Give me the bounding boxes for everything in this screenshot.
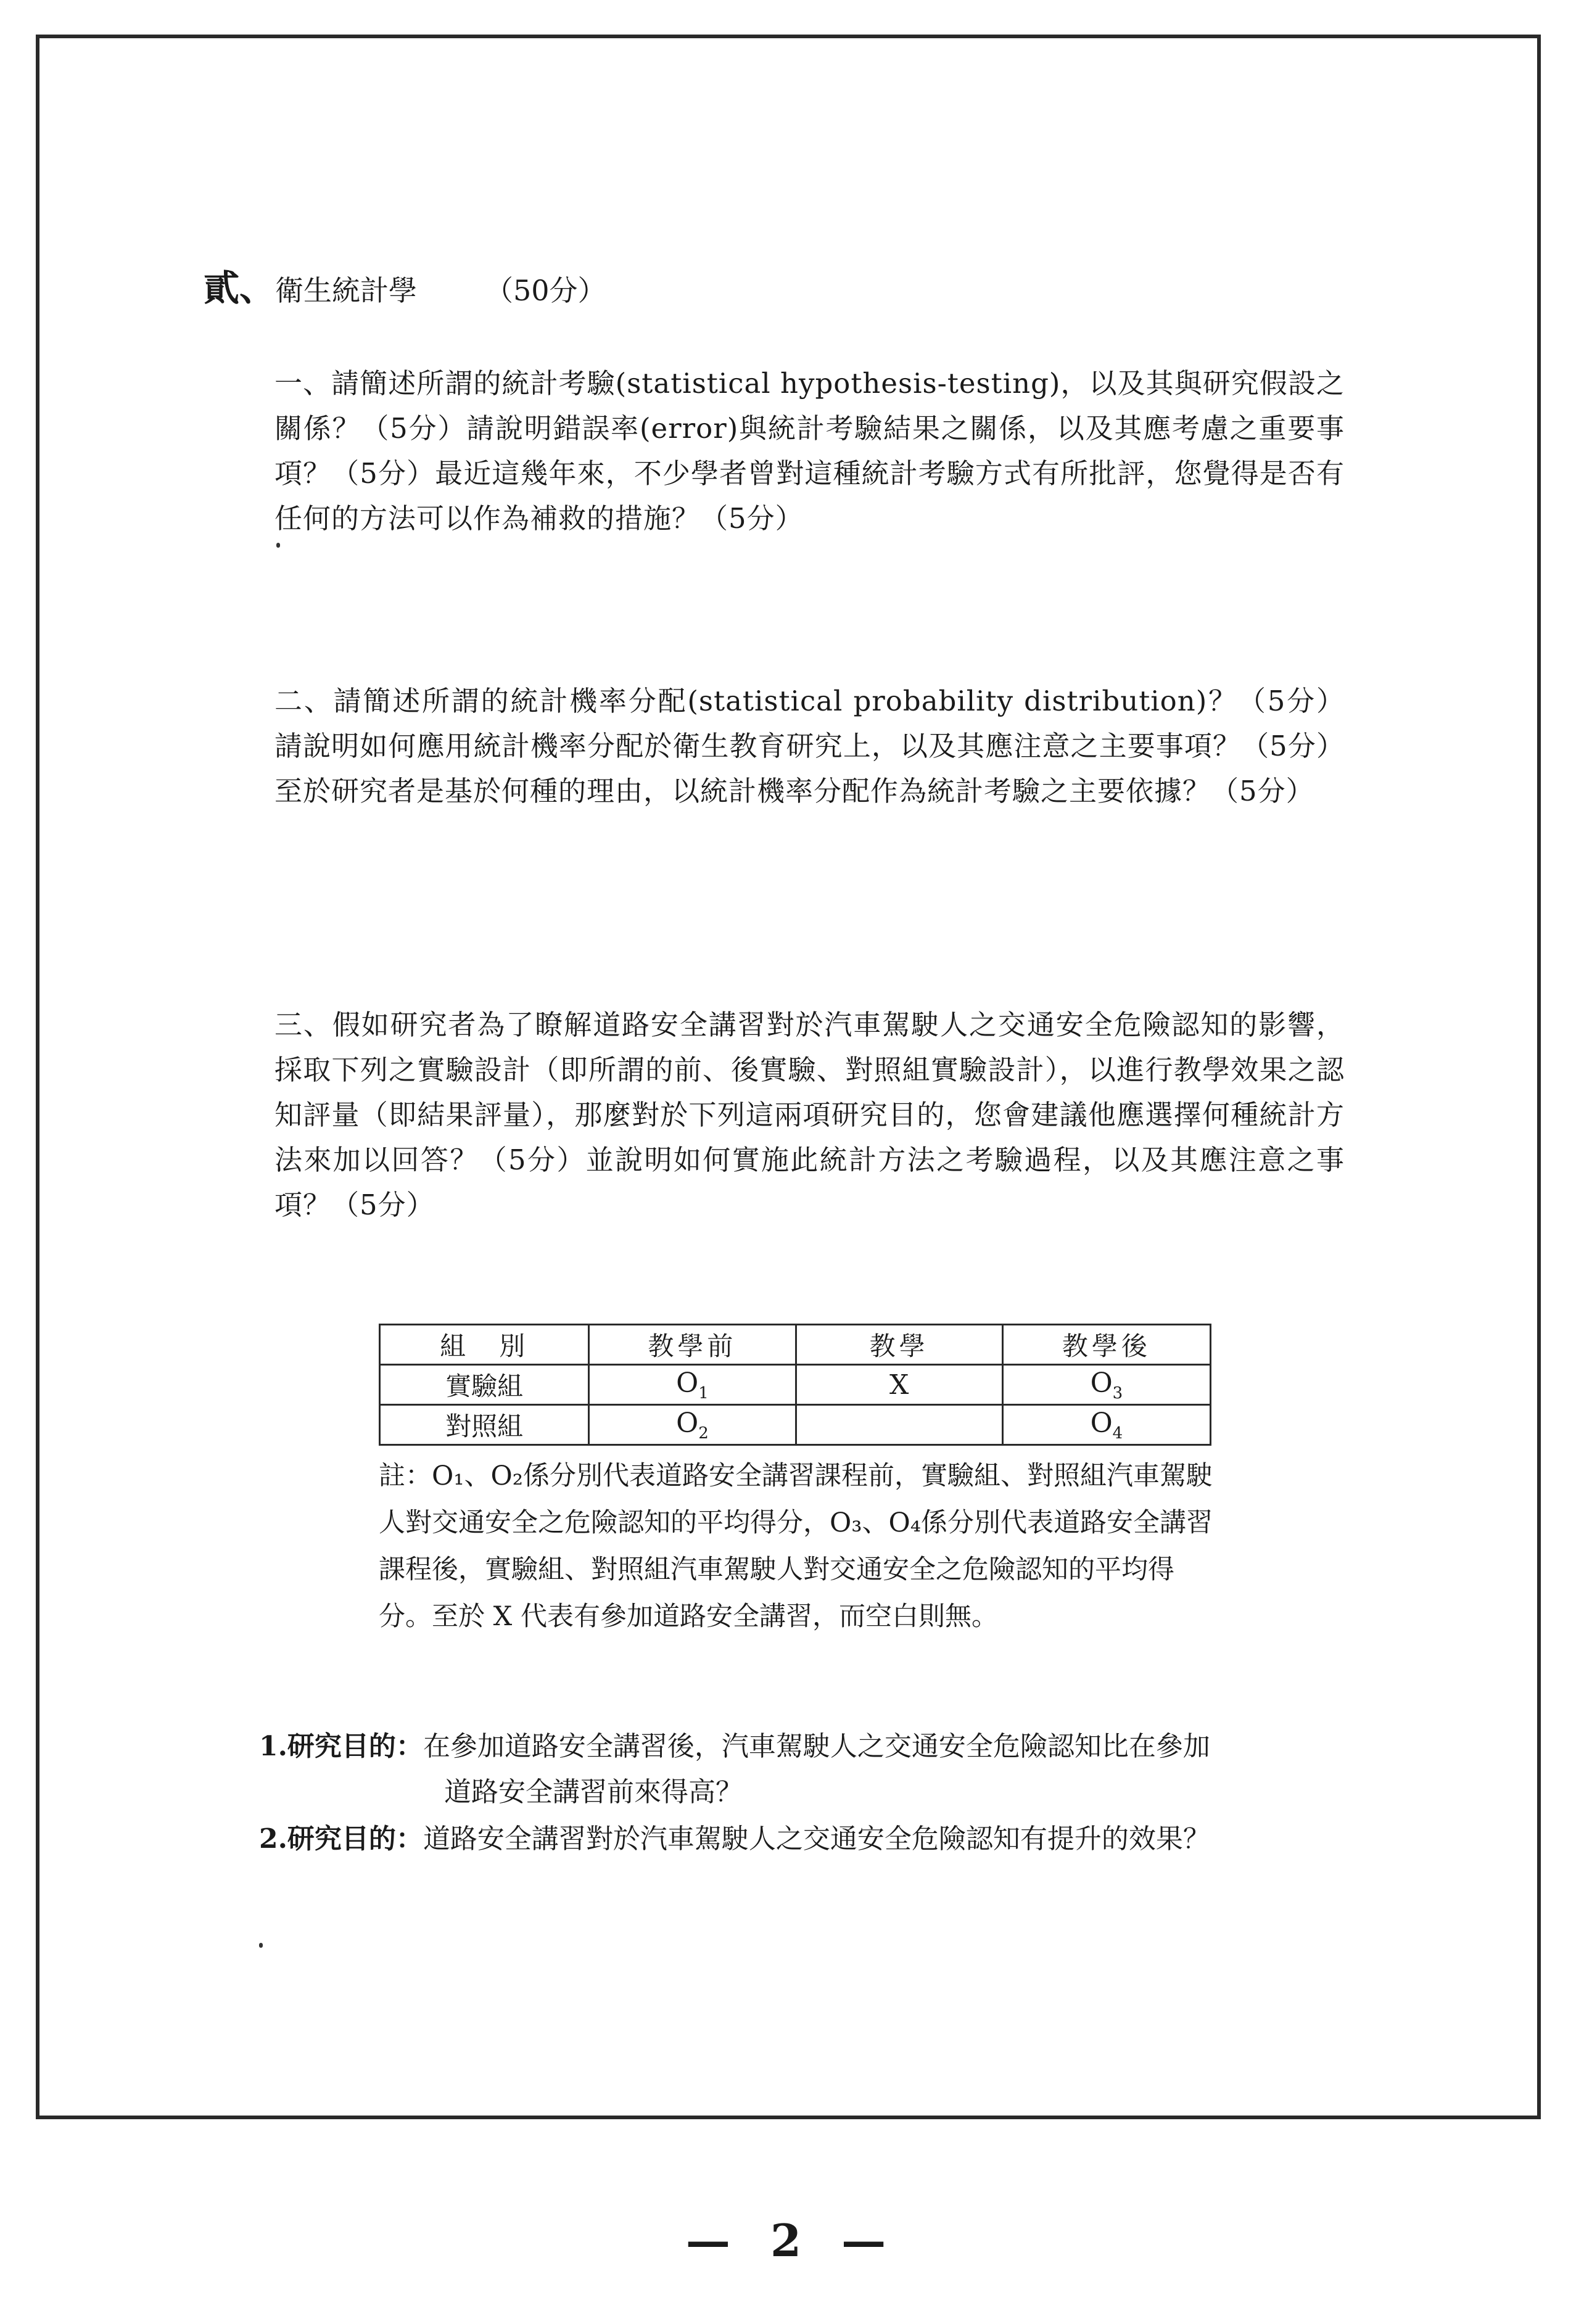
header-post: 教學後 bbox=[1002, 1325, 1210, 1365]
table-row bbox=[380, 1365, 1211, 1405]
purpose-text: 道路安全講習對於汽車駕駛人之交通安全危險認知有提升的效果？ bbox=[423, 1823, 1210, 1855]
section-prefix: 貳、 bbox=[204, 267, 276, 309]
scan-speck bbox=[259, 1943, 263, 1948]
research-purpose-1 bbox=[259, 1724, 1345, 1815]
table-note bbox=[379, 1452, 1218, 1640]
pretest-cell: $O_2$ bbox=[589, 1405, 796, 1445]
posttest-cell: $O_4$ bbox=[1002, 1405, 1210, 1445]
section-subject: 衛生統計學 bbox=[275, 274, 418, 307]
page-number: — 2 — bbox=[685, 2214, 899, 2267]
note-label: 註： bbox=[379, 1461, 432, 1491]
group-cell: 對照組 bbox=[380, 1405, 589, 1445]
table-row bbox=[380, 1405, 1211, 1445]
question-3: 三、假如研究者為了瞭解道路安全講習對於汽車駕駛人之交通安全危險認知的影響，採取下列之實驗設計（即所謂的前、後實驗、對照組實驗設計），以進行教學效果之認知評量（即結果評量），那麼對於下列這兩項研究目的，您會建議他應選擇何種統計方法來加以回答？（5分）並說明如何實施此統計方法之考驗過程，以及其應注意之事項？（5分） bbox=[274, 1008, 1345, 1221]
header-group: 組 別 bbox=[380, 1325, 589, 1365]
purpose-label: 1.研究目的： bbox=[259, 1731, 423, 1762]
header-pre: 教學前 bbox=[589, 1325, 796, 1365]
question-1: 一、請簡述所謂的統計考驗(statistical hypothesis-testing)，以及其與研究假設之關係？（5分）請說明錯誤率(error)與統計考驗結果之關係，以及其應考慮之重要事項？（5分）最近這幾年來，不少學者曾對這種統計考驗方式有所批評，您覺得是否有任何的方法可以作為補救的措施？（5分） bbox=[274, 367, 1345, 535]
section-score: （50分） bbox=[485, 274, 606, 307]
posttest-cell: $O_3$ bbox=[1002, 1365, 1210, 1405]
purpose-label: 2.研究目的： bbox=[259, 1823, 423, 1855]
research-purpose-2 bbox=[259, 1816, 1345, 1862]
purpose-text: 在參加道路安全講習後，汽車駕駛人之交通安全危險認知比在參加 bbox=[423, 1731, 1210, 1762]
treatment-cell: X bbox=[796, 1365, 1002, 1405]
header-treatment: 教學 bbox=[796, 1325, 1002, 1365]
experimental-design-table bbox=[379, 1324, 1211, 1446]
treatment-cell bbox=[796, 1405, 1002, 1445]
pretest-cell: $O_1$ bbox=[589, 1365, 796, 1405]
section-title bbox=[204, 259, 606, 311]
question-2: 二、請簡述所謂的統計機率分配(statistical probability distribution)？（5分）請說明如何應用統計機率分配於衛生教育研究上，以及其應注意之主要事項？（5分）至於研究者是基於何種的理由，以統計機率分配作為統計考驗之主要依據？（5分） bbox=[274, 685, 1345, 807]
scan-speck bbox=[276, 543, 280, 548]
table-header-row bbox=[380, 1325, 1211, 1365]
note-text: O₁、O₂係分別代表道路安全講習課程前，實驗組、對照組汽車駕駛人對交通安全之危險認知的平均得分，O₃、O₄係分別代表道路安全講習課程後，實驗組、對照組汽車駕駛人對交通安全之危險認知的平均得分。至於 X 代表有參加道路安全講習，而空白則無。 bbox=[379, 1461, 1213, 1632]
group-cell: 實驗組 bbox=[380, 1365, 589, 1405]
purpose-text-continued: 道路安全講習前來得高？ bbox=[444, 1776, 743, 1808]
